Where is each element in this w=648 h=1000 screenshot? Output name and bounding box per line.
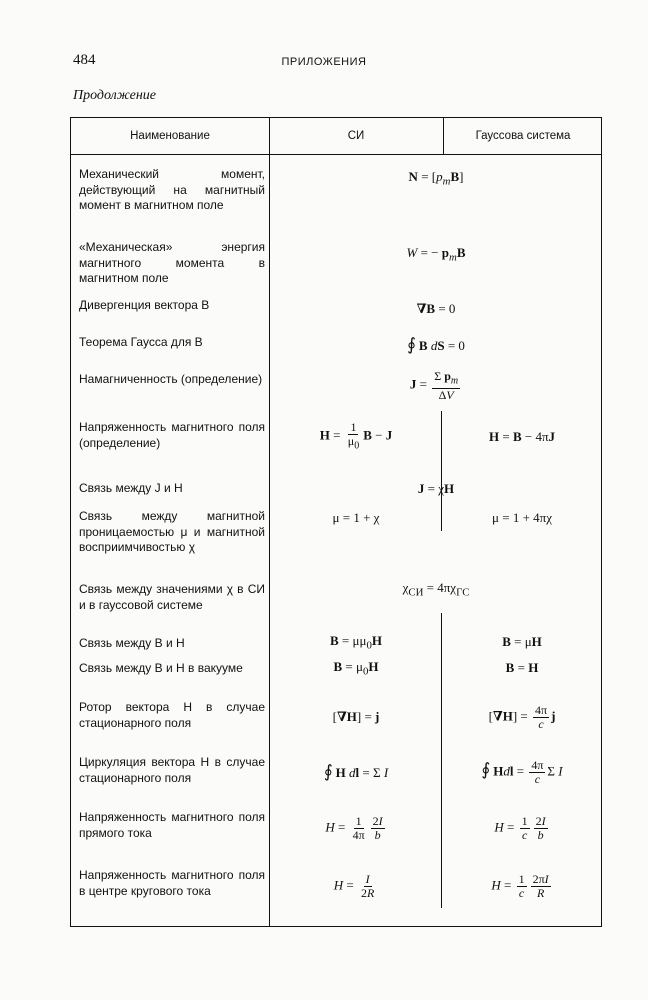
header-gauss: Гауссова система <box>475 130 571 142</box>
row-name: «Механическая» энергия магнитного момента в магнитном поле <box>79 240 265 285</box>
formula-common: J = $\frac{\Sigma p_m}{\Delta V}$ <box>409 369 459 402</box>
formula-si: ∮ H dl = Σ I <box>323 762 389 781</box>
formula-gauss: B = H <box>505 660 539 675</box>
formula-common: $\chi_{СИ} = 4\pi\chi_{ГС}$ <box>402 579 470 599</box>
system-divider-1 <box>441 411 442 531</box>
row-name: Теорема Гаусса для B <box>79 335 203 349</box>
page-number: 484 <box>73 52 96 68</box>
header-name: Наименование <box>130 130 210 142</box>
row-name: Напряженность магнитного поля прямого тока <box>79 810 265 840</box>
formula-si: H = $\frac{1}{\mu_0}$ B − J <box>319 420 393 452</box>
formula-gauss: B = μH <box>502 634 542 649</box>
formula-table <box>70 117 602 927</box>
formula-si: H = $\frac{1}{4\pi}$ $\frac{2I}{b}$ <box>325 813 383 842</box>
row-name: Связь между B и H <box>79 636 185 650</box>
formula-si: $B = \mu\mu_0H$ <box>330 632 382 652</box>
row-name: Связь между значениями χ в СИ и в гауссовой системе <box>79 582 265 612</box>
formula-common: W = − $p_mB$ <box>406 244 466 264</box>
formula-si: μ = 1 + χ <box>332 510 380 525</box>
formula-gauss: H = $\frac{1}{c}$ $\frac{2\pi I}{R}$ <box>491 871 549 900</box>
continuation-label: Продолжение <box>73 88 156 103</box>
formula-si: [∇H] = j <box>332 709 380 724</box>
running-head: ПРИЛОЖЕНИЯ <box>281 56 367 68</box>
formula-gauss: H = $\frac{1}{c}$ $\frac{2I}{b}$ <box>494 813 546 842</box>
formula-common: ∮ B dS = 0 <box>407 335 465 354</box>
formula-gauss: [∇H] = $\frac{4\pi}{c}$ j <box>488 702 556 731</box>
formula-common: J = χH <box>417 481 455 496</box>
formula-gauss: ∮ Hdl = $\frac{4\pi}{c}$ Σ I <box>481 757 563 786</box>
row-name: Механический момент, действующий на магнитный момент в магнитном поле <box>79 167 265 212</box>
formula-gauss: μ = 1 + 4πχ <box>492 510 552 525</box>
row-name: Связь между J и H <box>79 481 183 495</box>
name-column-divider <box>269 118 270 926</box>
formula-si: H = $\frac{I}{2R}$ <box>333 871 375 900</box>
row-name: Напряженность магнитного поля (определение) <box>79 420 265 450</box>
row-name: Дивергенция вектора B <box>79 298 210 312</box>
formula-common: $N = [p_mB]$ <box>408 168 464 188</box>
header-system-divider <box>443 118 444 154</box>
formula-si: $B = \mu_0H$ <box>333 658 379 678</box>
system-divider-2 <box>441 613 442 908</box>
formula-common: ∇B = 0 <box>416 301 456 316</box>
row-name: Напряженность магнитного поля в центре кругового тока <box>79 868 265 898</box>
row-name: Связь между магнитной проницаемостью μ и магнитной восприимчивостью χ <box>79 509 265 554</box>
row-name: Ротор вектора H в случае стационарного поля <box>79 700 265 730</box>
header-si: СИ <box>347 130 365 142</box>
row-name: Намагниченность (определение) <box>79 372 263 386</box>
row-name: Связь между B и H в вакууме <box>79 661 243 675</box>
row-name: Циркуляция вектора H в случае стационарного поля <box>79 755 265 785</box>
formula-gauss: H = B − 4πJ <box>488 429 556 444</box>
header-divider <box>71 154 601 155</box>
